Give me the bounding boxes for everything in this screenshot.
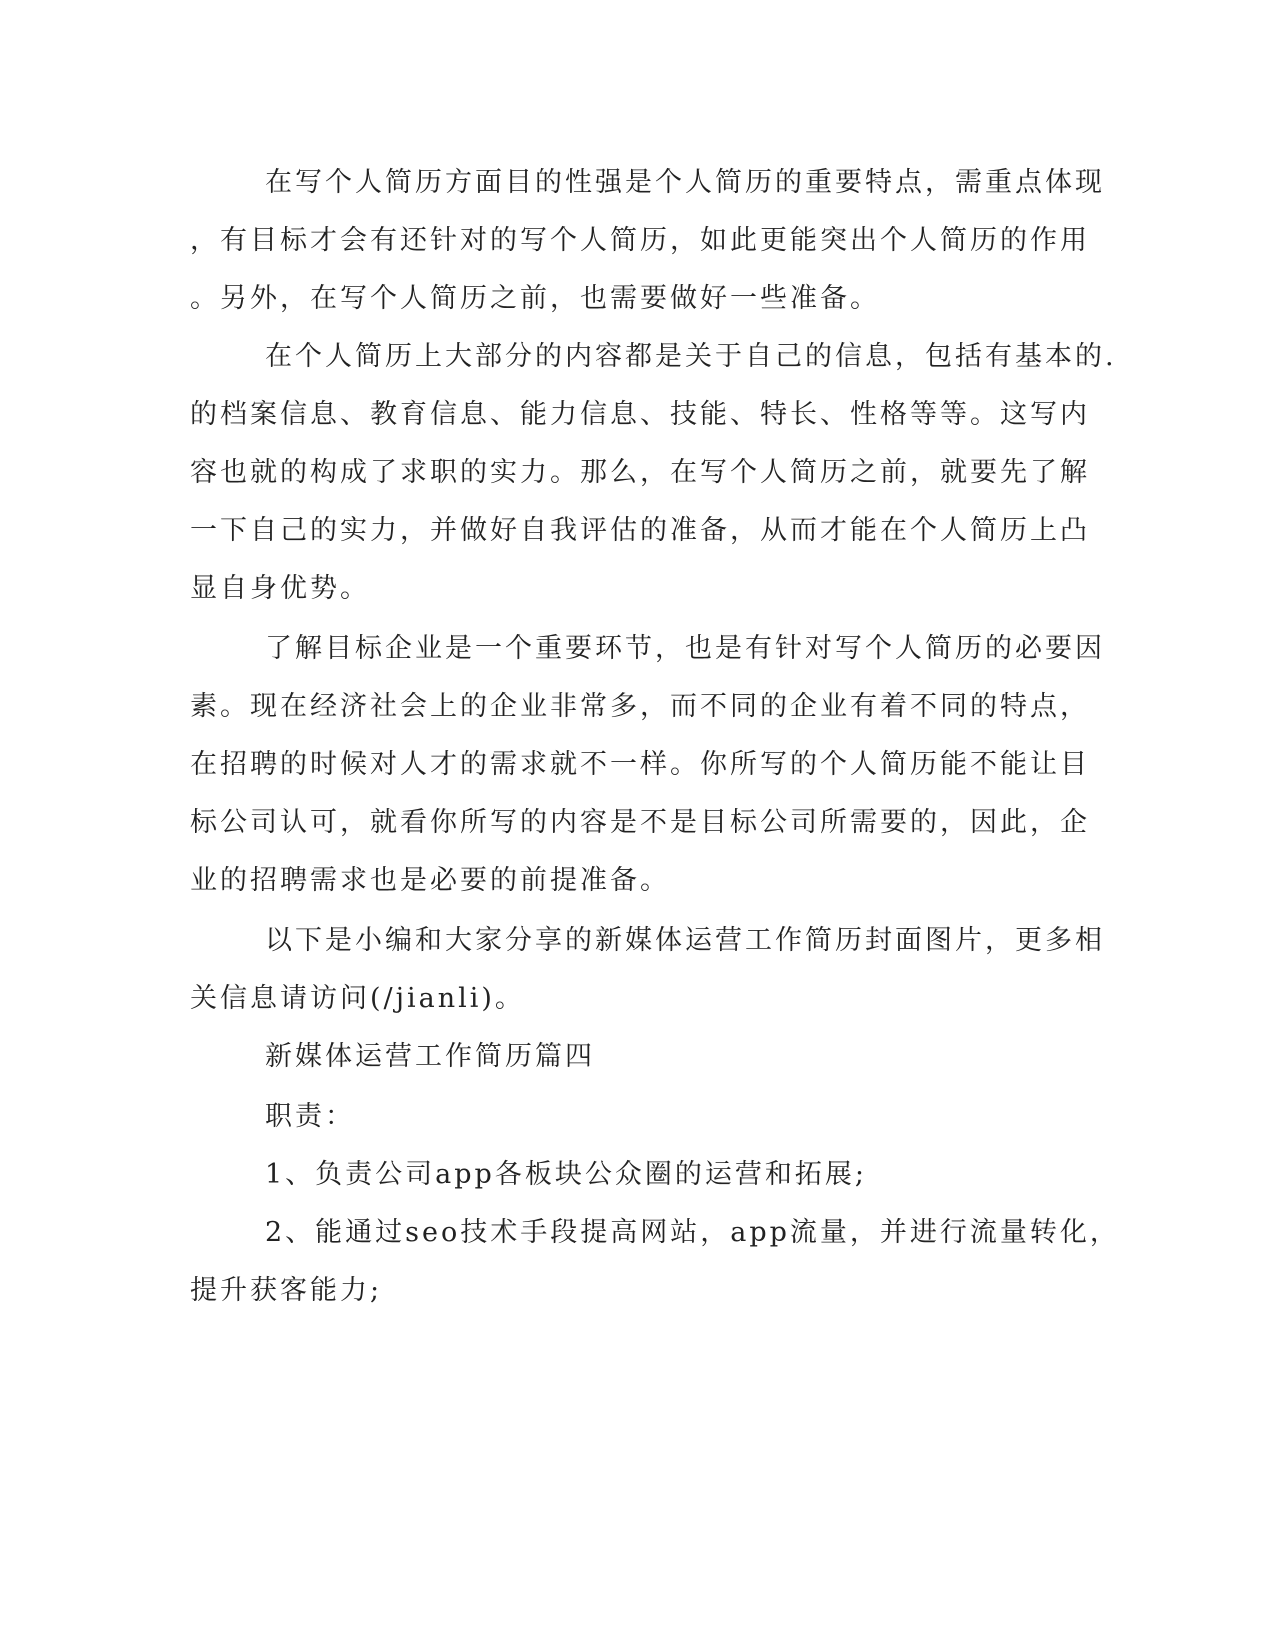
paragraph-line: 业的招聘需求也是必要的前提准备。 bbox=[190, 865, 670, 896]
paragraph-line: 的档案信息、教育信息、能力信息、技能、特长、性格等等。这写内 bbox=[190, 399, 1090, 430]
paragraph-line: 在招聘的时候对人才的需求就不一样。你所写的个人简历能不能让目 bbox=[190, 749, 1090, 780]
section-heading: 新媒体运营工作简历篇四 bbox=[265, 1041, 595, 1072]
duty-item: 2、能通过seo技术手段提高网站，app流量，并进行流量转化， bbox=[265, 1217, 1120, 1248]
paragraph-line: ，有目标才会有还针对的写个人简历，如此更能突出个人简历的作用 bbox=[190, 225, 1090, 256]
paragraph-line: 显自身优势。 bbox=[190, 573, 370, 604]
paragraph-line: 提升获客能力; bbox=[190, 1275, 383, 1306]
paragraph-line: 。另外，在写个人简历之前，也需要做好一些准备。 bbox=[190, 283, 880, 314]
paragraph-line: 标公司认可，就看你所写的内容是不是目标公司所需要的，因此，企 bbox=[190, 807, 1090, 838]
paragraph-line: 了解目标企业是一个重要环节，也是有针对写个人简历的必要因 bbox=[265, 633, 1105, 664]
duty-item: 1、负责公司app各板块公众圈的运营和拓展; bbox=[265, 1159, 867, 1190]
paragraph-line: 以下是小编和大家分享的新媒体运营工作简历封面图片，更多相 bbox=[265, 925, 1105, 956]
duties-label: 职责： bbox=[265, 1101, 355, 1132]
paragraph-line: 在个人简历上大部分的内容都是关于自己的信息，包括有基本的. bbox=[265, 341, 1117, 372]
paragraph-line: 容也就的构成了求职的实力。那么，在写个人简历之前，就要先了解 bbox=[190, 457, 1090, 488]
paragraph-line: 在写个人简历方面目的性强是个人简历的重要特点，需重点体现 bbox=[265, 167, 1105, 198]
paragraph-line: 一下自己的实力，并做好自我评估的准备，从而才能在个人简历上凸 bbox=[190, 515, 1090, 546]
paragraph-line: 素。现在经济社会上的企业非常多，而不同的企业有着不同的特点， bbox=[190, 691, 1090, 722]
paragraph-line: 关信息请访问(/jianli)。 bbox=[190, 983, 525, 1014]
